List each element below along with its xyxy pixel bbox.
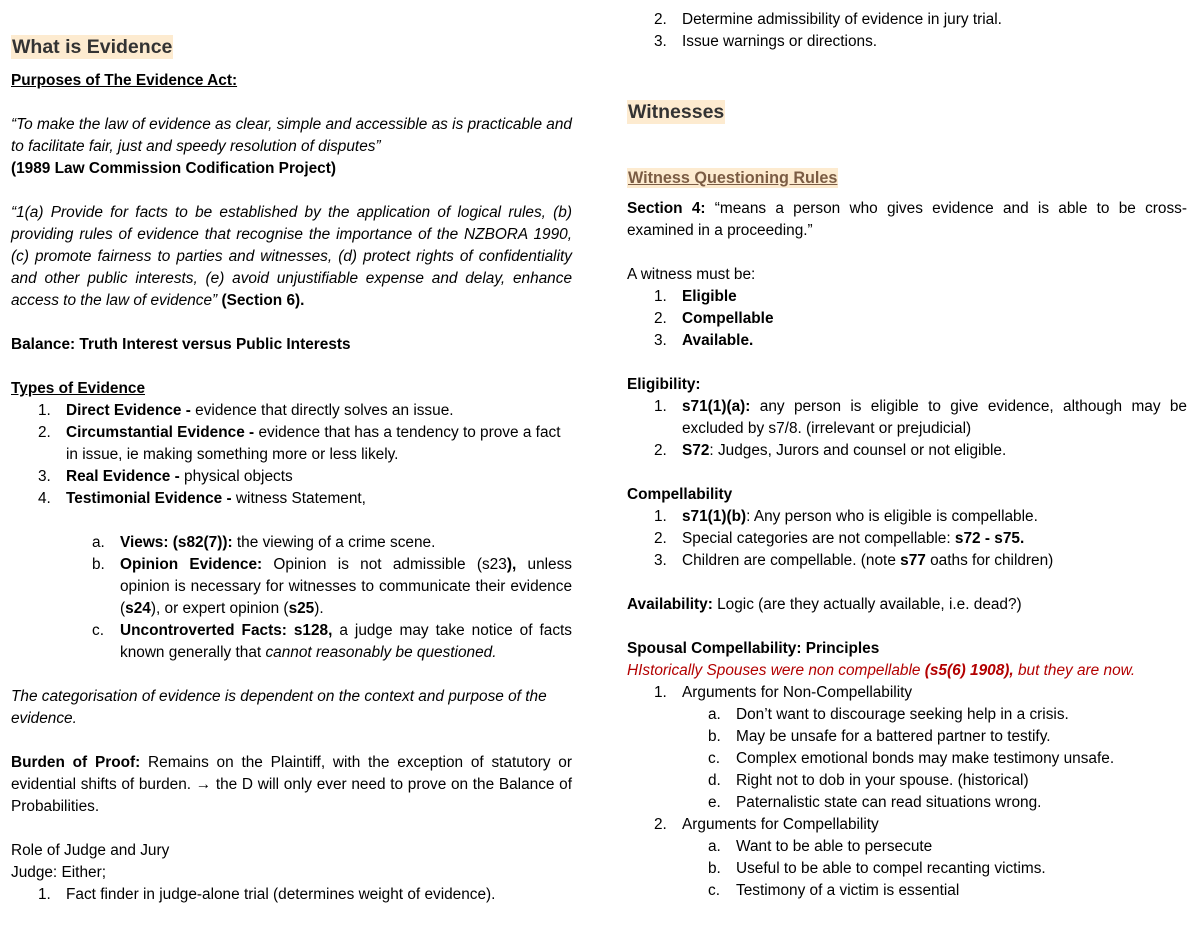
burden-of-proof: Burden of Proof: Remains on the Plaintiff, with the exception of statutory or evidential shifts of burden. → the D will only ever need to prove on the Balance of Probabilities.: [11, 754, 572, 815]
judge-line: Judge: Either;: [11, 864, 106, 881]
list-item: 1. Direct Evidence - evidence that directly solves an issue.: [38, 402, 454, 419]
law-commission-quote: “To make the law of evidence as clear, simple and accessible as is practicable and to facilitate fair, just and speedy resolution of disputes”: [11, 116, 572, 155]
list-item: b. May be unsafe for a battered partner to testify.: [708, 728, 1051, 745]
eligibility-heading: Eligibility:: [627, 376, 701, 393]
spousal-arguments-list: [627, 682, 1187, 704]
witness-requirements-list: [627, 286, 1187, 352]
section-title-evidence: What is Evidence: [12, 36, 173, 58]
judge-roles-continued: [627, 9, 1187, 53]
eligibility-list: [627, 396, 1187, 462]
list-item: e. Paternalistic state can read situations wrong.: [708, 794, 1042, 811]
list-item: 1. Fact finder in judge-alone trial (determines weight of evidence).: [38, 886, 496, 903]
role-heading: Role of Judge and Jury: [11, 842, 170, 859]
list-item: c. Complex emotional bonds may make testimony unsafe.: [708, 750, 1115, 767]
list-item: 2. Special categories are not compellable: s72 - s75.: [654, 530, 1025, 547]
list-item: 3. Real Evidence - physical objects: [38, 468, 293, 485]
compellability-args-list: [627, 836, 1187, 902]
list-item: 4. Testimonial Evidence - witness Statement,: [38, 490, 366, 507]
list-item: b. Opinion Evidence: Opinion is not admissible (s23), unless opinion is necessary for witnesses to communicate their evidence (s24), or expert opinion (s25).: [92, 556, 572, 617]
list-item: 1. Arguments for Non-Compellability: [654, 684, 913, 701]
testimonial-sublist: [11, 532, 572, 664]
list-item: a. Views: (s82(7)): the viewing of a crime scene.: [92, 534, 436, 551]
section-title-witnesses: Witnesses: [628, 101, 725, 123]
list-item: b. Useful to be able to compel recanting victims.: [708, 860, 1046, 877]
spousal-heading: Spousal Compellability: Principles: [627, 640, 880, 657]
list-item: a. Don’t want to discourage seeking help in a crisis.: [708, 706, 1069, 723]
list-item: 3. Children are compellable. (note s77 oaths for children): [654, 552, 1054, 569]
right-column: [627, 9, 1187, 902]
list-item: c. Uncontroverted Facts: s128, a judge may take notice of facts known generally that cannot reasonably be questioned.: [92, 622, 572, 661]
list-item: 3. Available.: [654, 332, 754, 349]
list-item: 2. Arguments for Compellability: [654, 816, 879, 833]
compellability-heading: Compellability: [627, 486, 733, 503]
list-item: a. Want to be able to persecute: [708, 838, 933, 855]
categorisation-note: The categorisation of evidence is dependent on the context and purpose of the evidence.: [11, 688, 547, 727]
quote-source: (1989 Law Commission Codification Project): [11, 160, 336, 177]
list-item: 2. Circumstantial Evidence - evidence that has a tendency to prove a fact in issue, ie making something more or less likely.: [38, 424, 561, 463]
witness-rules-heading: Witness Questioning Rules: [628, 169, 838, 187]
types-heading: Types of Evidence: [11, 380, 145, 397]
list-item: 1. s71(1)(b): Any person who is eligible is compellable.: [654, 508, 1038, 525]
left-column: [11, 34, 572, 906]
section-6-quote: “1(a) Provide for facts to be established by the application of logical rules, (b) providing rules of evidence that recognise the importance of the NZBORA 1990, (c) promote fairness to parties and witnesses, (d) protect rights of confidentiality and other public interests, (e) avoid unjustifiable expense and delay, enhance access to the law of evidence”: [11, 204, 572, 309]
list-item: 2. S72: Judges, Jurors and counsel or not eligible.: [654, 442, 1007, 459]
section-6-ref: (Section 6).: [221, 292, 305, 309]
list-item: 3. Issue warnings or directions.: [654, 33, 878, 50]
compellability-list: [627, 506, 1187, 572]
balance-statement: Balance: Truth Interest versus Public Interests: [11, 336, 351, 353]
purposes-heading: Purposes of The Evidence Act:: [11, 72, 238, 89]
list-item: d. Right not to dob in your spouse. (historical): [708, 772, 1029, 789]
list-item: 2. Determine admissibility of evidence in jury trial.: [654, 11, 1002, 28]
list-item: 1. Eligible: [654, 288, 737, 305]
section-4-definition: Section 4: “means a person who gives evidence and is able to be cross-examined in a proceeding.”: [627, 200, 1187, 239]
list-item: 2. Compellable: [654, 310, 774, 327]
list-item: c. Testimony of a victim is essential: [708, 882, 960, 899]
types-list: [11, 400, 572, 510]
witness-must-be: A witness must be:: [627, 266, 756, 283]
non-compellability-list: [627, 704, 1187, 814]
availability-line: Availability: Logic (are they actually available, i.e. dead?): [627, 596, 1022, 613]
historical-note: HIstorically Spouses were non compellable (s5(6) 1908), but they are now.: [627, 662, 1136, 679]
list-item: 1. s71(1)(a): any person is eligible to give evidence, although may be excluded by s7/8. (irrelevant or prejudicial): [654, 398, 1187, 437]
